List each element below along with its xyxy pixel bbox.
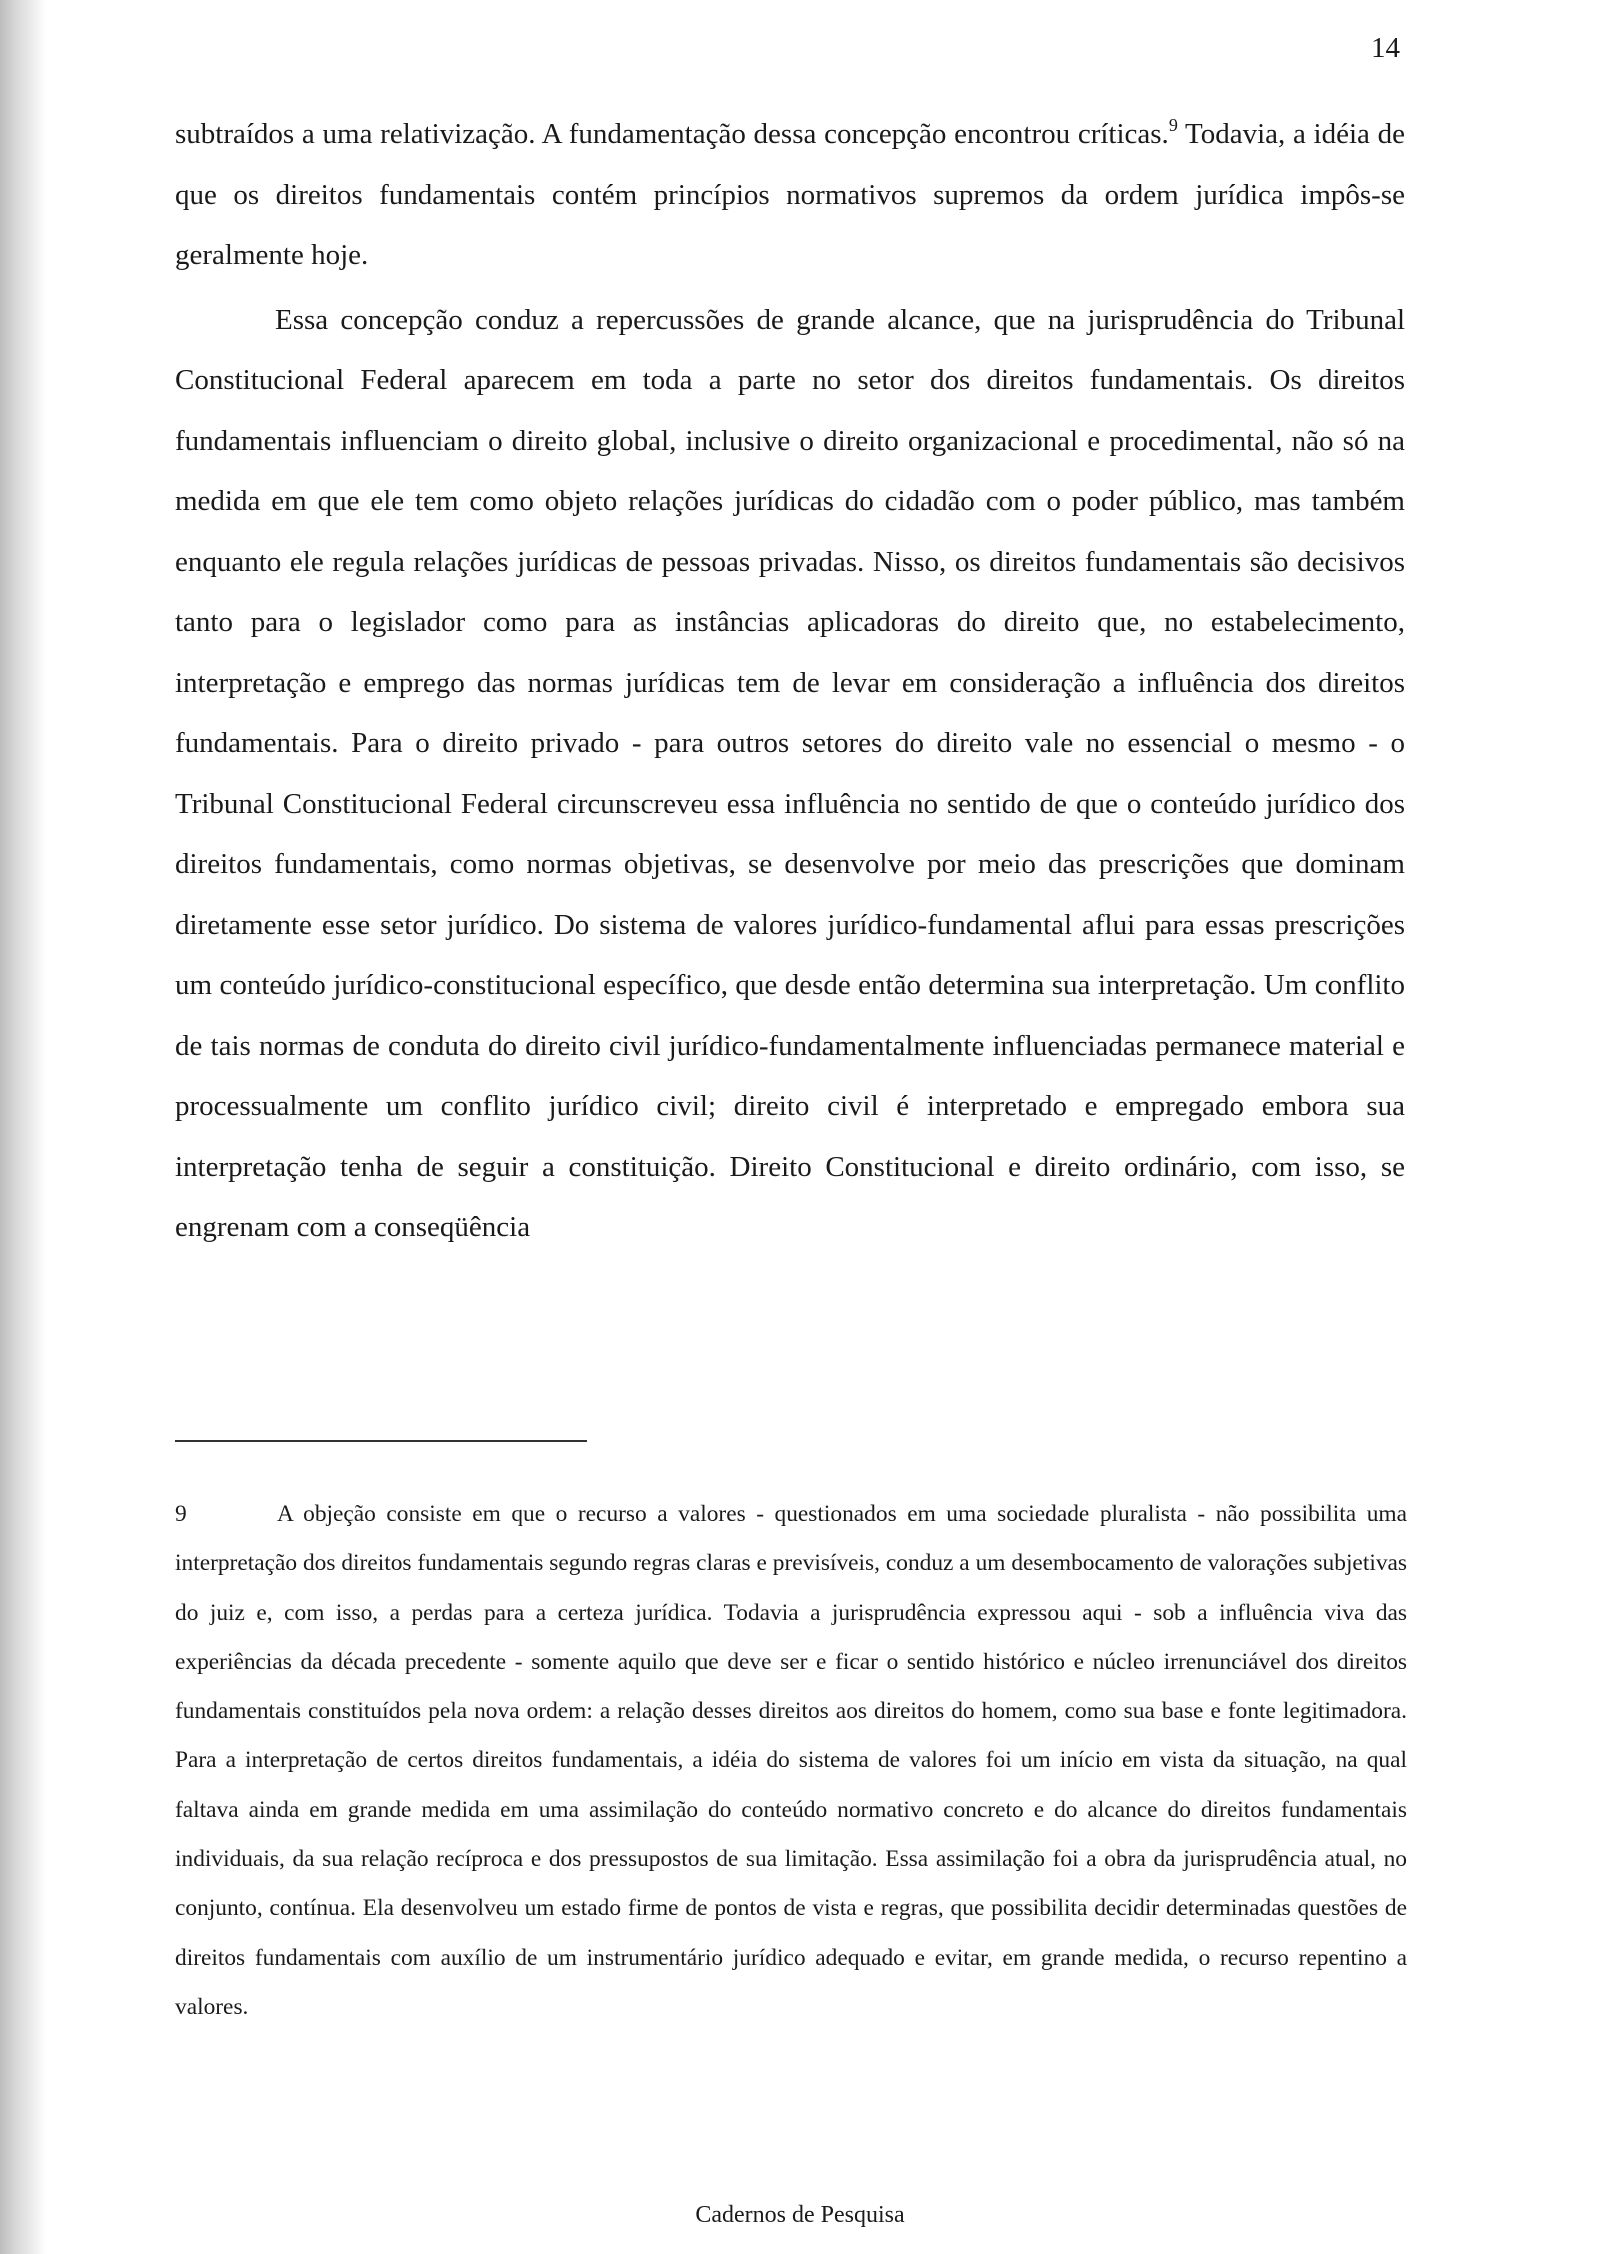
footnote xyxy=(175,1490,1407,2032)
page-number: 14 xyxy=(1371,32,1400,64)
footnote-text: A objeção consiste em que o recurso a valores - questionados em uma sociedade pluralista - não possibilita uma interpretação dos direitos fundamentais segundo regras claras e previsíveis, conduz a um desembocamento de valorações subjetivas do juiz e, com isso, a perdas para a certeza jurídica. Todavia a jurisprudência expressou aqui - sob a influência viva das experiências da década precedente - somente aquilo que deve ser e ficar o sentido histórico e núcleo irrenunciável dos direitos fundamentais constituídos pela nova ordem: a relação desses direitos aos direitos do homem, como sua base e fonte legitimadora. Para a interpretação de certos direitos fundamentais, a idéia do sistema de valores foi um início em vista da situação, na qual faltava ainda em grande medida em uma assimilação do conteúdo normativo concreto e do alcance do direitos fundamentais individuais, da sua relação recíproca e dos pressupostos de sua limitação. Essa assimilação foi a obra da jurisprudência atual, no conjunto, contínua. Ela desenvolveu um estado firme de pontos de vista e regras, que possibilita decidir determinadas questões de direitos fundamentais com auxílio de um instrumentário jurídico adequado e evitar, em grande medida, o recurso repentino a valores. xyxy=(175,1501,1407,2020)
running-footer: Cadernos de Pesquisa xyxy=(695,2202,905,2228)
footnote-separator xyxy=(175,1440,587,1442)
paragraph-2: Essa concepção conduz a repercussões de grande alcance, que na jurisprudência do Tribunal Constitucional Federal aparecem em toda a parte no setor dos direitos fundamentais. Os direitos fundamentais influenciam o direito global, inclusive o direito organizacional e procedimental, não só na medida em que ele tem como objeto relações jurídicas do cidadão com o poder público, mas também enquanto ele regula relações jurídicas de pessoas privadas. Nisso, os direitos fundamentais são decisivos tanto para o legislador como para as instâncias aplicadoras do direito que, no estabelecimento, interpretação e emprego das normas jurídicas tem de levar em consideração a influência dos direitos fundamentais. Para o direito privado - para outros setores do direito vale no essencial o mesmo - o Tribunal Constitucional Federal circunscreveu essa influência no sentido de que o conteúdo jurídico dos direitos fundamentais, como normas objetivas, se desenvolve por meio das prescrições que dominam diretamente esse setor jurídico. Do sistema de valores jurídico-fundamental aflui para essas prescrições um conteúdo jurídico-constitucional específico, que desde então determina sua interpretação. Um conflito de tais normas de conduta do direito civil jurídico-fundamentalmente influenciadas permanece material e processualmente um conflito jurídico civil; direito civil é interpretado e empregado embora sua interpretação tenha de seguir a constituição. Direito Constitucional e direito ordinário, com isso, se engrenam com a conseqüência xyxy=(175,303,1405,1243)
footnote-number: 9 xyxy=(175,1501,187,1527)
footnote-paragraph xyxy=(175,1490,1407,2032)
footnote-reference[interactable]: 9 xyxy=(1168,115,1178,135)
main-text xyxy=(175,104,1405,1258)
paragraph-1-text: subtraídos a uma relativização. A fundamentação dessa concepção encontrou críticas. xyxy=(175,118,1169,150)
paragraph-1-tail: Todavia, a idéia de que os direitos fundamentais contém princípios normativos supremos da ordem jurídica impôs-se geralmente hoje. xyxy=(175,118,1405,271)
scan-shadow-edge xyxy=(0,0,46,2254)
paragraph-continuation xyxy=(175,104,1405,286)
